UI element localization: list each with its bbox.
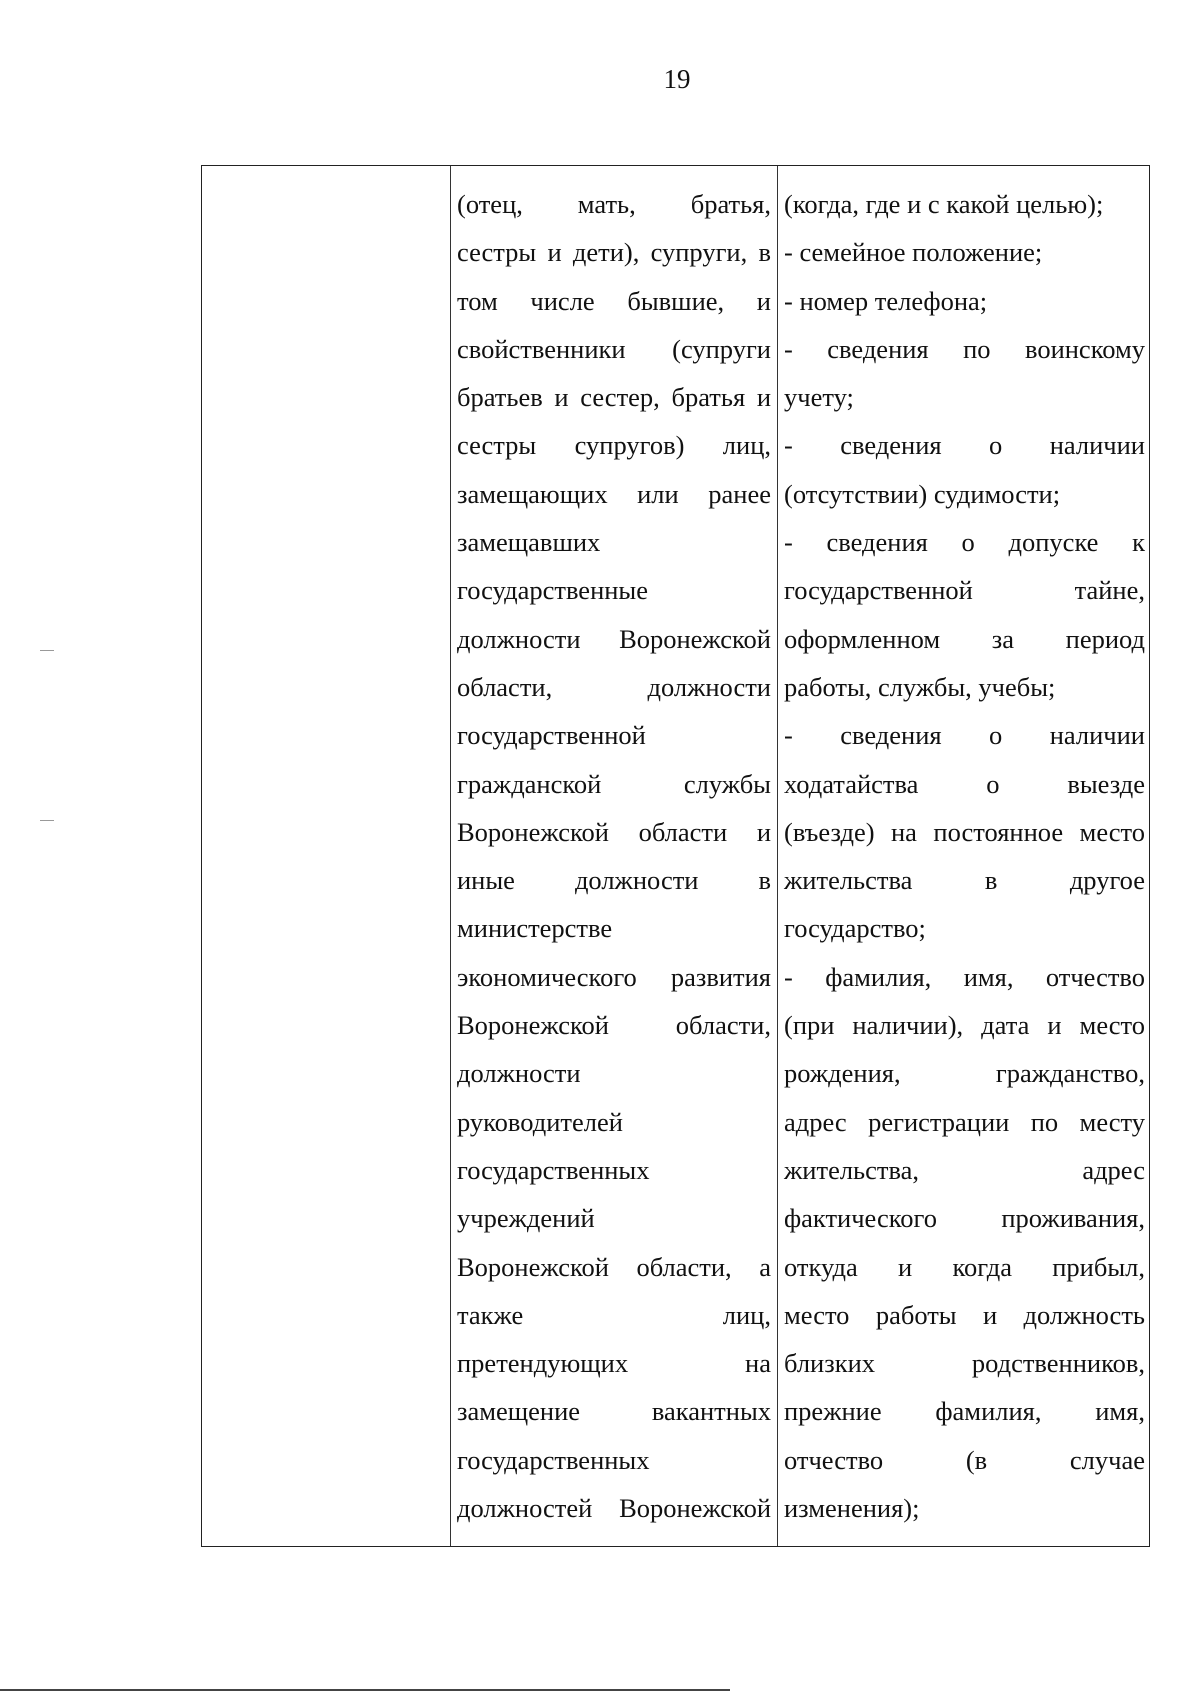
text-line: руководителей xyxy=(457,1106,623,1137)
text-line: Воронежской области, xyxy=(457,1010,771,1041)
text-line: место работы и должность xyxy=(784,1299,1145,1330)
text-line: оформленном за период xyxy=(784,623,1145,654)
text-line: (когда, где и с какой целью); xyxy=(784,189,1104,219)
text-line: Воронежской области, а xyxy=(457,1251,771,1282)
page-number: 19 xyxy=(663,64,691,94)
text-line: гражданской службы xyxy=(457,768,771,799)
scan-mark xyxy=(40,820,54,821)
scan-edge-line xyxy=(0,1689,730,1691)
text-line: (отец, мать, братья, xyxy=(457,189,771,219)
text-line: замещающих или ранее xyxy=(457,478,771,509)
text-line: изменения); xyxy=(784,1493,920,1524)
text-line: государственной тайне, xyxy=(784,575,1145,606)
text-line: - фамилия, имя, отчество xyxy=(784,961,1145,992)
text-line: сестры супругов) лиц, xyxy=(457,430,771,461)
text-line: свойственники (супруги xyxy=(457,333,771,364)
text-line: откуда и когда прибыл, xyxy=(784,1251,1145,1282)
text-line: должности Воронежской xyxy=(457,623,771,654)
text-line: государственных xyxy=(457,1154,650,1185)
text-line: государственной xyxy=(457,720,646,751)
text-line: (отсутствии) судимости; xyxy=(784,478,1061,509)
text-line: - сведения по воинскому xyxy=(784,333,1145,364)
text-line: - семейное положение; xyxy=(784,237,1043,268)
text-line: также лиц, xyxy=(457,1299,771,1330)
text-line: отчество (в случае xyxy=(784,1444,1145,1475)
text-line: замещение вакантных xyxy=(457,1396,771,1427)
text-line: должностей Воронежской xyxy=(457,1493,771,1524)
text-line: министерстве xyxy=(457,913,613,944)
text-line: должности xyxy=(457,1058,581,1089)
text-line: том числе бывшие, и xyxy=(457,285,771,316)
text-line: Воронежской области и xyxy=(457,816,771,847)
text-line: государственные xyxy=(457,575,648,606)
text-line: жительства в другое xyxy=(784,865,1145,896)
text-line: ходатайства о выезде xyxy=(784,768,1145,799)
text-line: рождения, гражданство, xyxy=(784,1058,1145,1089)
scan-mark xyxy=(40,650,54,651)
text-line: области, должности xyxy=(457,671,771,702)
text-line: учету; xyxy=(784,382,854,413)
text-line: - сведения о допуске к xyxy=(784,527,1145,558)
text-line: претендующих на xyxy=(457,1348,771,1379)
text-line: адрес регистрации по месту xyxy=(784,1106,1145,1137)
text-line: (въезде) на постоянное место xyxy=(784,816,1145,847)
text-line: (при наличии), дата и место xyxy=(784,1010,1145,1041)
text-line: - сведения о наличии xyxy=(784,720,1145,751)
text-line: - номер телефона; xyxy=(784,285,988,316)
text-line: близких родственников, xyxy=(784,1348,1145,1379)
text-line: иные должности в xyxy=(457,865,771,896)
text-line: сестры и дети), супруги, в xyxy=(457,237,771,268)
text-line: замещавших xyxy=(457,527,601,558)
table-column-persons xyxy=(451,166,778,1546)
text-line: - сведения о наличии xyxy=(784,430,1145,461)
text-line: прежние фамилия, имя, xyxy=(784,1396,1145,1427)
text-line: жительства, адрес xyxy=(784,1154,1145,1185)
text-line: работы, службы, учебы; xyxy=(784,671,1056,702)
text-line: учреждений xyxy=(457,1203,595,1234)
text-line: экономического развития xyxy=(457,961,771,992)
text-line: братьев и сестер, братья и xyxy=(457,382,771,413)
document-table xyxy=(201,165,1150,1547)
table-column-empty xyxy=(202,166,451,1546)
text-line: фактического проживания, xyxy=(784,1203,1145,1234)
table-column-data-list xyxy=(778,166,1151,1546)
text-line: государственных xyxy=(457,1444,650,1475)
text-line: государство; xyxy=(784,913,926,944)
